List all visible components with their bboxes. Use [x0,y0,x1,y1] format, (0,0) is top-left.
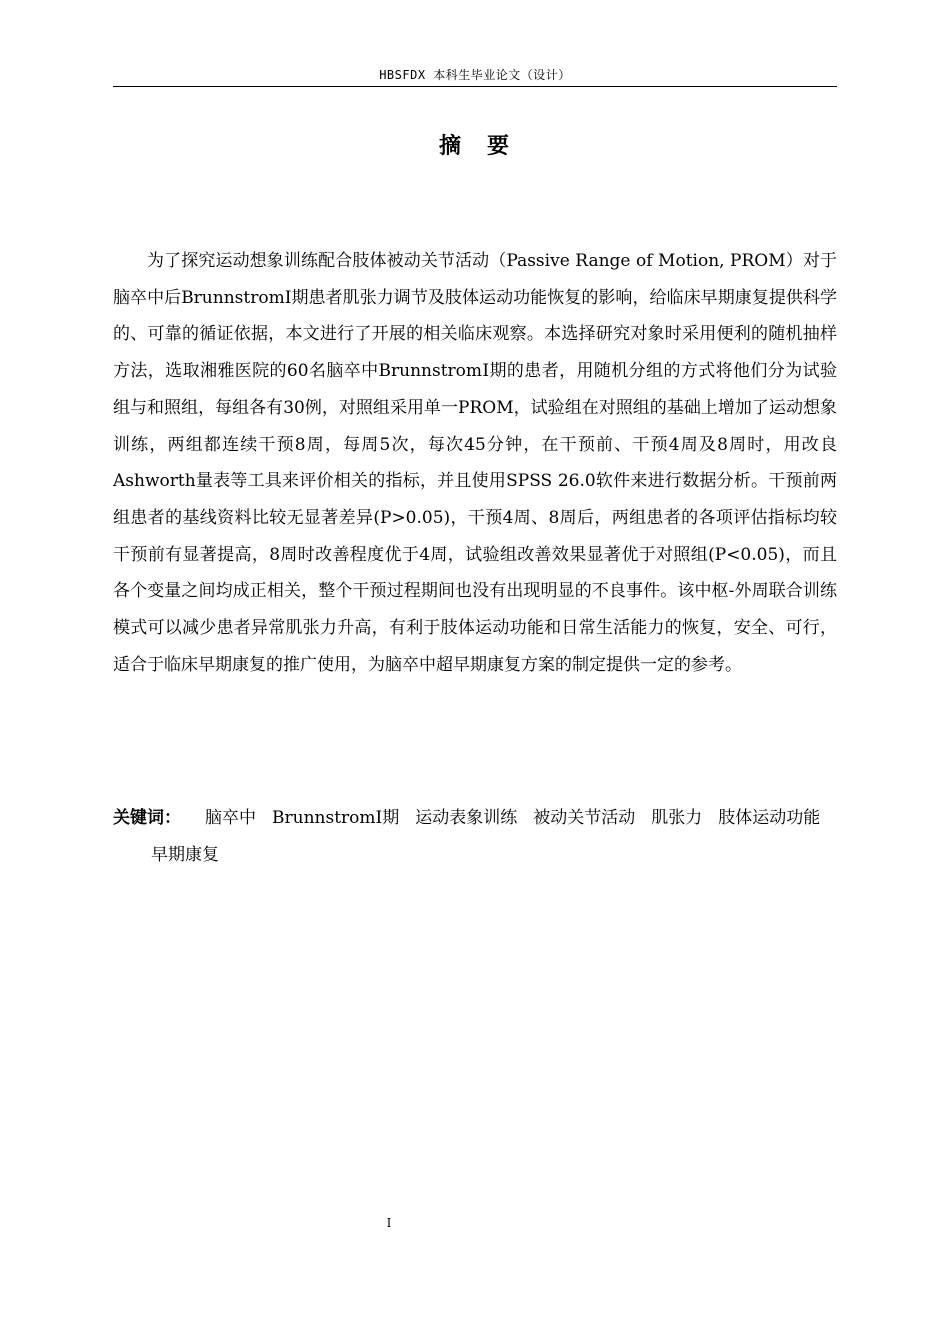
keywords-label: 关键词： [113,808,181,828]
keyword-item: 肌张力 [651,808,703,828]
abstract-body: 为了探究运动想象训练配合肢体被动关节活动（Passive Range of Motion, PROM）对于脑卒中后BrunnstromⅠ期患者肌张力调节及肢体运动功能恢复的影响，给临床早期康复提供科学的、可靠的循证依据，本文进行了开展的相关临床观察。本选择研究对象时采用便利的随机抽样方法，选取湘雅医院的60名脑卒中BrunnstromⅠ期的患者，用随机分组的方式将他们分为试验组与和照组，每组各有30例，对照组采用单一PROM，试验组在对照组的基础上增加了运动想象训练，两组都连续干预8周，每周5次，每次45分钟，在干预前、干预4周及8周时，用改良Ashworth量表等工具来评价相关的指标，并且使用SPSS 26.0软件来进行数据分析。干预前两组患者的基线资料比较无显著差异(P>0.05)，干预4周、8周后，两组患者的各项评估指标均较干预前有显著提高，8周时改善程度优于4周，试验组改善效果显著优于对照组(P<0.05)，而且各个变量之间均成正相关，整个干预过程期间也没有出现明显的不良事件。该中枢-外周联合训练模式可以减少患者异常肌张力升高，有利于肢体运动功能和日常生活能力的恢复，安全、可行，适合于临床早期康复的推广使用，为脑卒中超早期康复方案的制定提供一定的参考。 [113,251,837,675]
keyword-item: 早期康复 [151,845,219,865]
abstract-title: 摘 要 [438,134,511,159]
keyword-item: 运动表象训练 [415,808,518,828]
keyword-item: BrunnstromⅠ期 [272,808,400,828]
keyword-item: 肢体运动功能 [718,808,821,828]
running-header: HBSFDX 本科生毕业论文（设计） [379,68,571,82]
keyword-item: 脑卒中 [205,808,256,828]
keywords-line [113,800,837,874]
page-number: I [386,1216,392,1230]
header-divider [113,86,837,87]
keyword-item: 被动关节活动 [533,808,636,828]
